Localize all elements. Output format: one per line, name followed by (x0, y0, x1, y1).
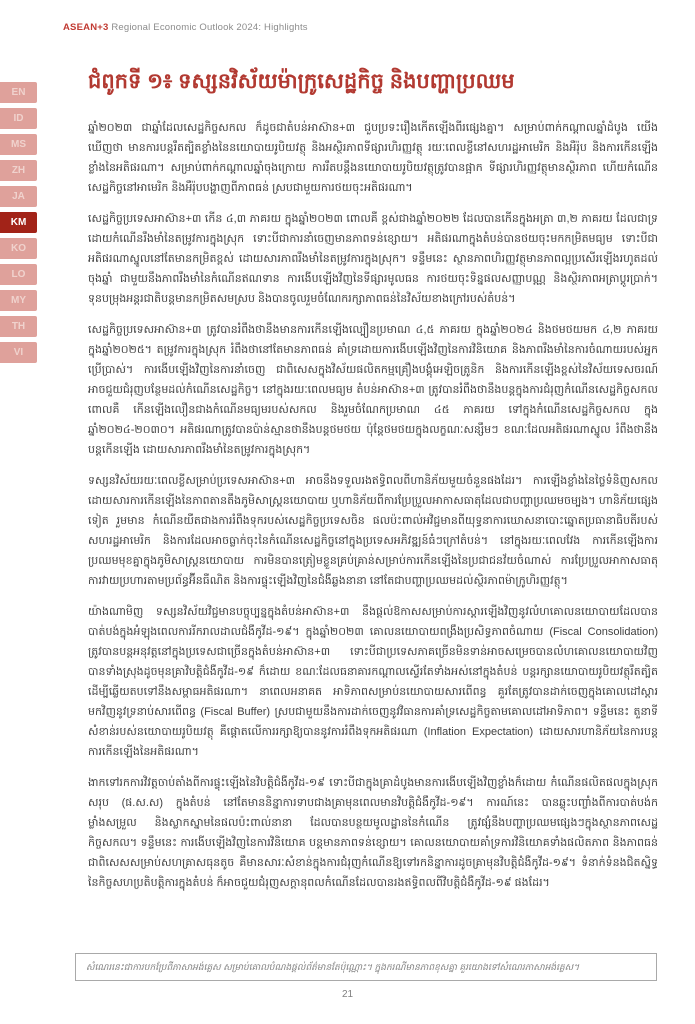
lang-tab-lo[interactable]: LO (0, 264, 37, 285)
lang-tab-id[interactable]: ID (0, 108, 37, 129)
body-paragraph-5: យ៉ាងណាមិញ ទស្សនវិស័យវិជ្ជមានបច្ចុប្បន្នក្នុងតំបន់អាស៊ាន+៣ នឹងផ្តល់ឱកាសសម្រាប់ការស្តារឡើងវិញនូវលំហគោលនយោបាយដែលបានបាត់បង់ក្នុងអំឡុងពេលការរីករាលដាលជំងឺកូវីដ-១៩។ ក្នុងឆ្នាំ២០២៣ គោលនយោបាយពង្រឹងប្រសិទ្ធភាពចំណាយ (Fiscal Consolidation) ត្រូវបានបន្តអនុវត្តនៅក្នុងប្រទេសជាច្រើនក្នុងតំបន់អាស៊ាន+៣ ទោះបីជាប្រទេសភាគច្រើនមិនទាន់អាចសម្រេចបានលំហគោលនយោបាយវិញបានទាំងស្រុងដូចមុនគ្រាវិបត្តិជំងឺកូវីដ-១៩ ក៏ដោយ ខណៈដែលធនាគារកណ្តាលស្ទើរតែទាំងអស់នៅក្នុងតំបន់ បន្តរក្សានយោបាយរូបិយវត្ថុរឹតត្បិត ដើម្បីឆ្លើយតបទៅនឹងសម្ពាធអតិផរណា។ នាពេលអនាគត អាទិភាពសម្រាប់នយោបាយសារពើពន្ធ គួរតែត្រូវបានដាក់ចេញក្នុងគោលដៅស្តារមកវិញនូវទ្រនាប់សារពើពន្ធ (Fiscal Buffer) ស្របជាមួយនឹងការដាក់ចេញនូវវិធានការគាំទ្រសេដ្ឋកិច្ចតាមគោលដៅអាទិភាព។ ទន្ទឹមនេះ តួនាទីសំខាន់របស់នយោបាយរូបិយវត្ថុ គឺផ្តោតលើការរក្សាឱ្យបាននូវការរំពឹងទុកអតិផរណា (Inflation Expectation) ដោយសារហានិភ័យនៃការបន្តការកើនឡើងនៃអតិផរណា។ (88, 605, 658, 758)
body-paragraph-3: សេដ្ឋកិច្ចប្រទេសអាស៊ាន+៣ ត្រូវបានរំពឹងថានឹងមានការកើនឡើងល្បឿនប្រមាណ ៤,៥ ភាគរយ ក្នុងឆ្នាំ២០២៤ និងថមថយមក ៤,២ ភាគរយ ក្នុងឆ្នាំ២០២៥។ តម្រូវការក្នុងស្រុក រំពឹងថានៅតែមានភាពធន់ គាំទ្រដោយការងើបឡើងវិញនៃការវិនិយោគ និងភាពរឹងមាំនៃការចំណាយរបស់អ្នកប្រើប្រាស់។ ការងើបឡើងវិញនៃការនាំចេញ ជាពិសេសក្នុងវិស័យផលិតកម្មគ្រឿងបង្គុំអេឡិចត្រូនិក និងការកើនឡើងខ្ពស់នៃវិស័យទេសចរណ៍ អាចជួយជំរុញបន្ថែមដល់កំណើនសេដ្ឋកិច្ច។ នៅក្នុងរយៈពេលមធ្យម តំបន់អាស៊ាន+៣ ត្រូវបានរំពឹងថានឹងបន្តក្នុងការជំរុញកំណើនសេដ្ឋកិច្ចសកល ពោលគឺ កើនឡើងលឿនជាងកំណើនមធ្យមរបស់សកល និងរួមចំណែកប្រមាណ ៤៥ ភាគរយ ទៅក្នុងកំណើនសេដ្ឋកិច្ចសកល ក្នុងឆ្នាំ២០២៤-២០៣០។ អតិផរណាត្រូវបានប៉ាន់ស្មានថានឹងបន្តថមថយ ប៉ុន្តែថមថយក្នុងលក្ខណៈសន្សឹមៗ ខណៈដែលអតិផរណាស្នូល រំពឹងថានឹងបន្តកើនឡើង ដោយសារភាពរឹងមាំនៃតម្រូវការក្នុងស្រុក។ (88, 323, 658, 456)
running-header-brand: ASEAN+3 (63, 22, 109, 33)
lang-tab-th[interactable]: TH (0, 316, 37, 337)
lang-tab-vi[interactable]: VI (0, 342, 37, 363)
document-content (88, 66, 658, 904)
lang-tab-ms[interactable]: MS (0, 134, 37, 155)
translation-disclaimer-footnote: សំណេរនេះជាការបកប្រែពីភាសាអង់គ្លេស សម្រាប់គោលបំណងផ្តល់ព័ត៌មានតែប៉ុណ្ណោះ។ ក្នុងករណីមានភាពខុសគ្នា គួរយោងទៅសំណេរភាសាអង់គ្លេស។ (75, 953, 657, 981)
body-paragraph-6: ងាកទៅរកការវិវត្តចាប់តាំងពីការផ្ទុះឡើងនៃវិបត្តិជំងឺកូវីដ-១៩ ទោះបីជាក្នុងគ្រាដំបូងមានការងើបឡើងវិញខ្លាំងក៏ដោយ កំណើនផលិតផលក្នុងស្រុកសរុប (ផ.ស.ស) ក្នុងតំបន់ នៅតែមាននិន្នាការទាបជាងគ្រាមុនពេលមានវិបត្តិជំងឺកូវីដ-១៩។ ការណ៍នេះ បានឆ្លុះបញ្ចាំងពីការបាត់បង់កម្លាំងសម្រួល និងស្លាកស្នាមនៃផលប៉ះពាល់នានា ដែលបានបន្ថយមូលដ្ឋាននៃកំណើន ត្រូវផ្សំនឹងបញ្ហាប្រឈមផ្សេងៗក្នុងស្ថានភាពសេដ្ឋកិច្ចសកល។ ទន្ទឹមនេះ ការងើបឡើងវិញនៃការវិនិយោគ បន្តមានភាពទន់ខ្សោយ។ គោលនយោបាយគាំទ្រការវិនិយោគទាំងផលិតភាព និងភាពធន់ ជាពិសេសសម្រាប់សហគ្រាសធុនតូច គឺមានសារៈសំខាន់ក្នុងការជំរុញកំណើនឱ្យទៅរកនិន្នាការដូចគ្រាមុនវិបត្តិជំងឺកូវីដ-១៩។ ទំនាក់ទំនងជិតស្និទ្ធនៃកិច្ចសហប្រតិបត្តិការក្នុងតំបន់ ក៏អាចជួយជំរុញសក្តានុពលកំណើនដែលបានរងឥទ្ធិពលពីវិបត្តិជំងឺកូវីដ-១៩ ផងដែរ។ (88, 776, 658, 890)
page-title: ជំពូកទី ១៖ ទស្សនវិស័យម៉ាក្រូសេដ្ឋកិច្ច និងបញ្ហាប្រឈម (88, 70, 515, 93)
language-sidebar (0, 82, 37, 363)
body-paragraph-1: ឆ្នាំ២០២៣ ជាឆ្នាំដែលសេដ្ឋកិច្ចសកល ក៏ដូចជាតំបន់អាស៊ាន+៣ ជួបប្រទះរឿងកើតឡើងពីរផ្សេងគ្នា។ សម្រាប់ពាក់កណ្តាលឆ្នាំដំបូង យើងឃើញថា មានការបន្តរឹតត្បិតខ្លាំងនៃនយោបាយរូបិយវត្ថុ និងអស្ថិរភាពទីផ្សារហិរញ្ញវត្ថុ រយៈពេលខ្លីនៅសហរដ្ឋអាមេរិក និងអឺរ៉ុប និងការកើនឡើងខ្លាំងនៃអតិផរណា។ សម្រាប់ពាក់កណ្តាលឆ្នាំចុងក្រោយ ការរឹតបន្តឹងនយោបាយរូបិយវត្ថុត្រូវបានផ្អាក ទីផ្សារហិរញ្ញវត្ថុមានស្ថិរភាព ហើយកំណើនសេដ្ឋកិច្ចនៅអាមេរិក និងអឺរ៉ុបបង្ហាញពីភាពធន់ ស្របជាមួយការថយចុះអតិផរណា។ (88, 121, 658, 194)
lang-tab-my[interactable]: MY (0, 290, 37, 311)
running-header (63, 22, 308, 33)
page-number: 21 (341, 989, 354, 1000)
lang-tab-en[interactable]: EN (0, 82, 37, 103)
lang-tab-zh[interactable]: ZH (0, 160, 37, 181)
body-paragraph-2: សេដ្ឋកិច្ចប្រទេសអាស៊ាន+៣ កើន ៤,៣ ភាគរយ ក្នុងឆ្នាំ២០២៣ ពោលគឺ ខ្ពស់ជាងឆ្នាំ២០២២ ដែលបានកើនក្នុងអត្រា ៣,២ ភាគរយ ដែលជាទ្រដោយកំណើនរឹងមាំនៃតម្រូវការក្នុងស្រុក ទោះបីជាការនាំចេញមានភាពទន់ខ្សោយ។ អតិផរណាក្នុងតំបន់បានថយចុះមកកម្រិតមធ្យម ទោះបីជាអតិផរណាស្នូលនៅតែមានកម្រិតខ្ពស់ ដោយសារភាពរឹងមាំនៃតម្រូវការក្នុងស្រុក។ ទន្ទឹមនេះ ស្ថានភាពហិរញ្ញវត្ថុមានភាពល្អប្រសើរឡើងរហូតដល់ចុងឆ្នាំ ជាមួយនឹងភាពរឹងមាំនៃកំណើនឥណទាន ការងើបឡើងវិញនៃទីផ្សារមូលធន ការថយចុះទិន្នផលសញ្ញាបណ្ណ និងស្ថិរភាពអត្រាប្តូរប្រាក់។ ទុនបម្រុងអន្តរជាតិបន្តមានកម្រិតសមស្រប និងបានចូលរួមចំណែករក្សាភាពធន់នៃវិស័យខាងក្រៅរបស់តំបន់។ (88, 212, 658, 305)
body-paragraph-4: ទស្សនវិស័យរយៈពេលខ្លីសម្រាប់ប្រទេសអាស៊ាន+៣ អាចនឹងទទួលរងឥទ្ធិពលពីហានិភ័យមួយចំនួនផងដែរ។ ការឡើងខ្លាំងនៃថ្លៃទំនិញសកល ដោយសារការកើនឡើងនៃភាពតានតឹងភូមិសាស្ត្រនយោបាយ ឬហានិភ័យពីការប្រែប្រួលអាកាសធាតុដែលជាបញ្ហាប្រឈមចម្បង។ ហានិភ័យផ្សេងទៀត រួមមាន កំណើនយឺតជាងការរំពឹងទុករបស់សេដ្ឋកិច្ចប្រទេសចិន ផលប៉ះពាល់អវិជ្ជមានពីយុទ្ធនាការឃោសនាបោះឆ្នោតប្រធានាធិបតីរបស់សហរដ្ឋអាមេរិក និងការដែលអាចធ្លាក់ចុះនៃកំណើនសេដ្ឋកិច្ចនៅក្នុងប្រទេសអភិវឌ្ឍន៍ធំៗក្រៅតំបន់។ នៅក្នុងរយៈពេលវែង ការកើនឡើងការប្រឈមមុខគ្នាក្នុងភូមិសាស្ត្រនយោបាយ ការមិនបានត្រៀមខ្លួនគ្រប់គ្រាន់សម្រាប់ការកើនឡើងនៃប្រជាជនវ័យចំណាស់ ការប្រែប្រួលអាកាសធាតុ ការវាយប្រហារតាមប្រព័ន្ធអ៊ីនធឺណិត និងការផ្ទុះឡើងវិញនៃជំងឺឆ្លងនានា នៅតែជាបញ្ហាប្រឈមដល់ស្ថិរភាពម៉ាក្រូហិរញ្ញវត្ថុ។ (88, 474, 658, 587)
lang-tab-ko[interactable]: KO (0, 238, 37, 259)
running-header-title: Regional Economic Outlook 2024: Highlights (108, 22, 308, 33)
lang-tab-km-active[interactable]: KM (0, 212, 37, 233)
lang-tab-ja[interactable]: JA (0, 186, 37, 207)
